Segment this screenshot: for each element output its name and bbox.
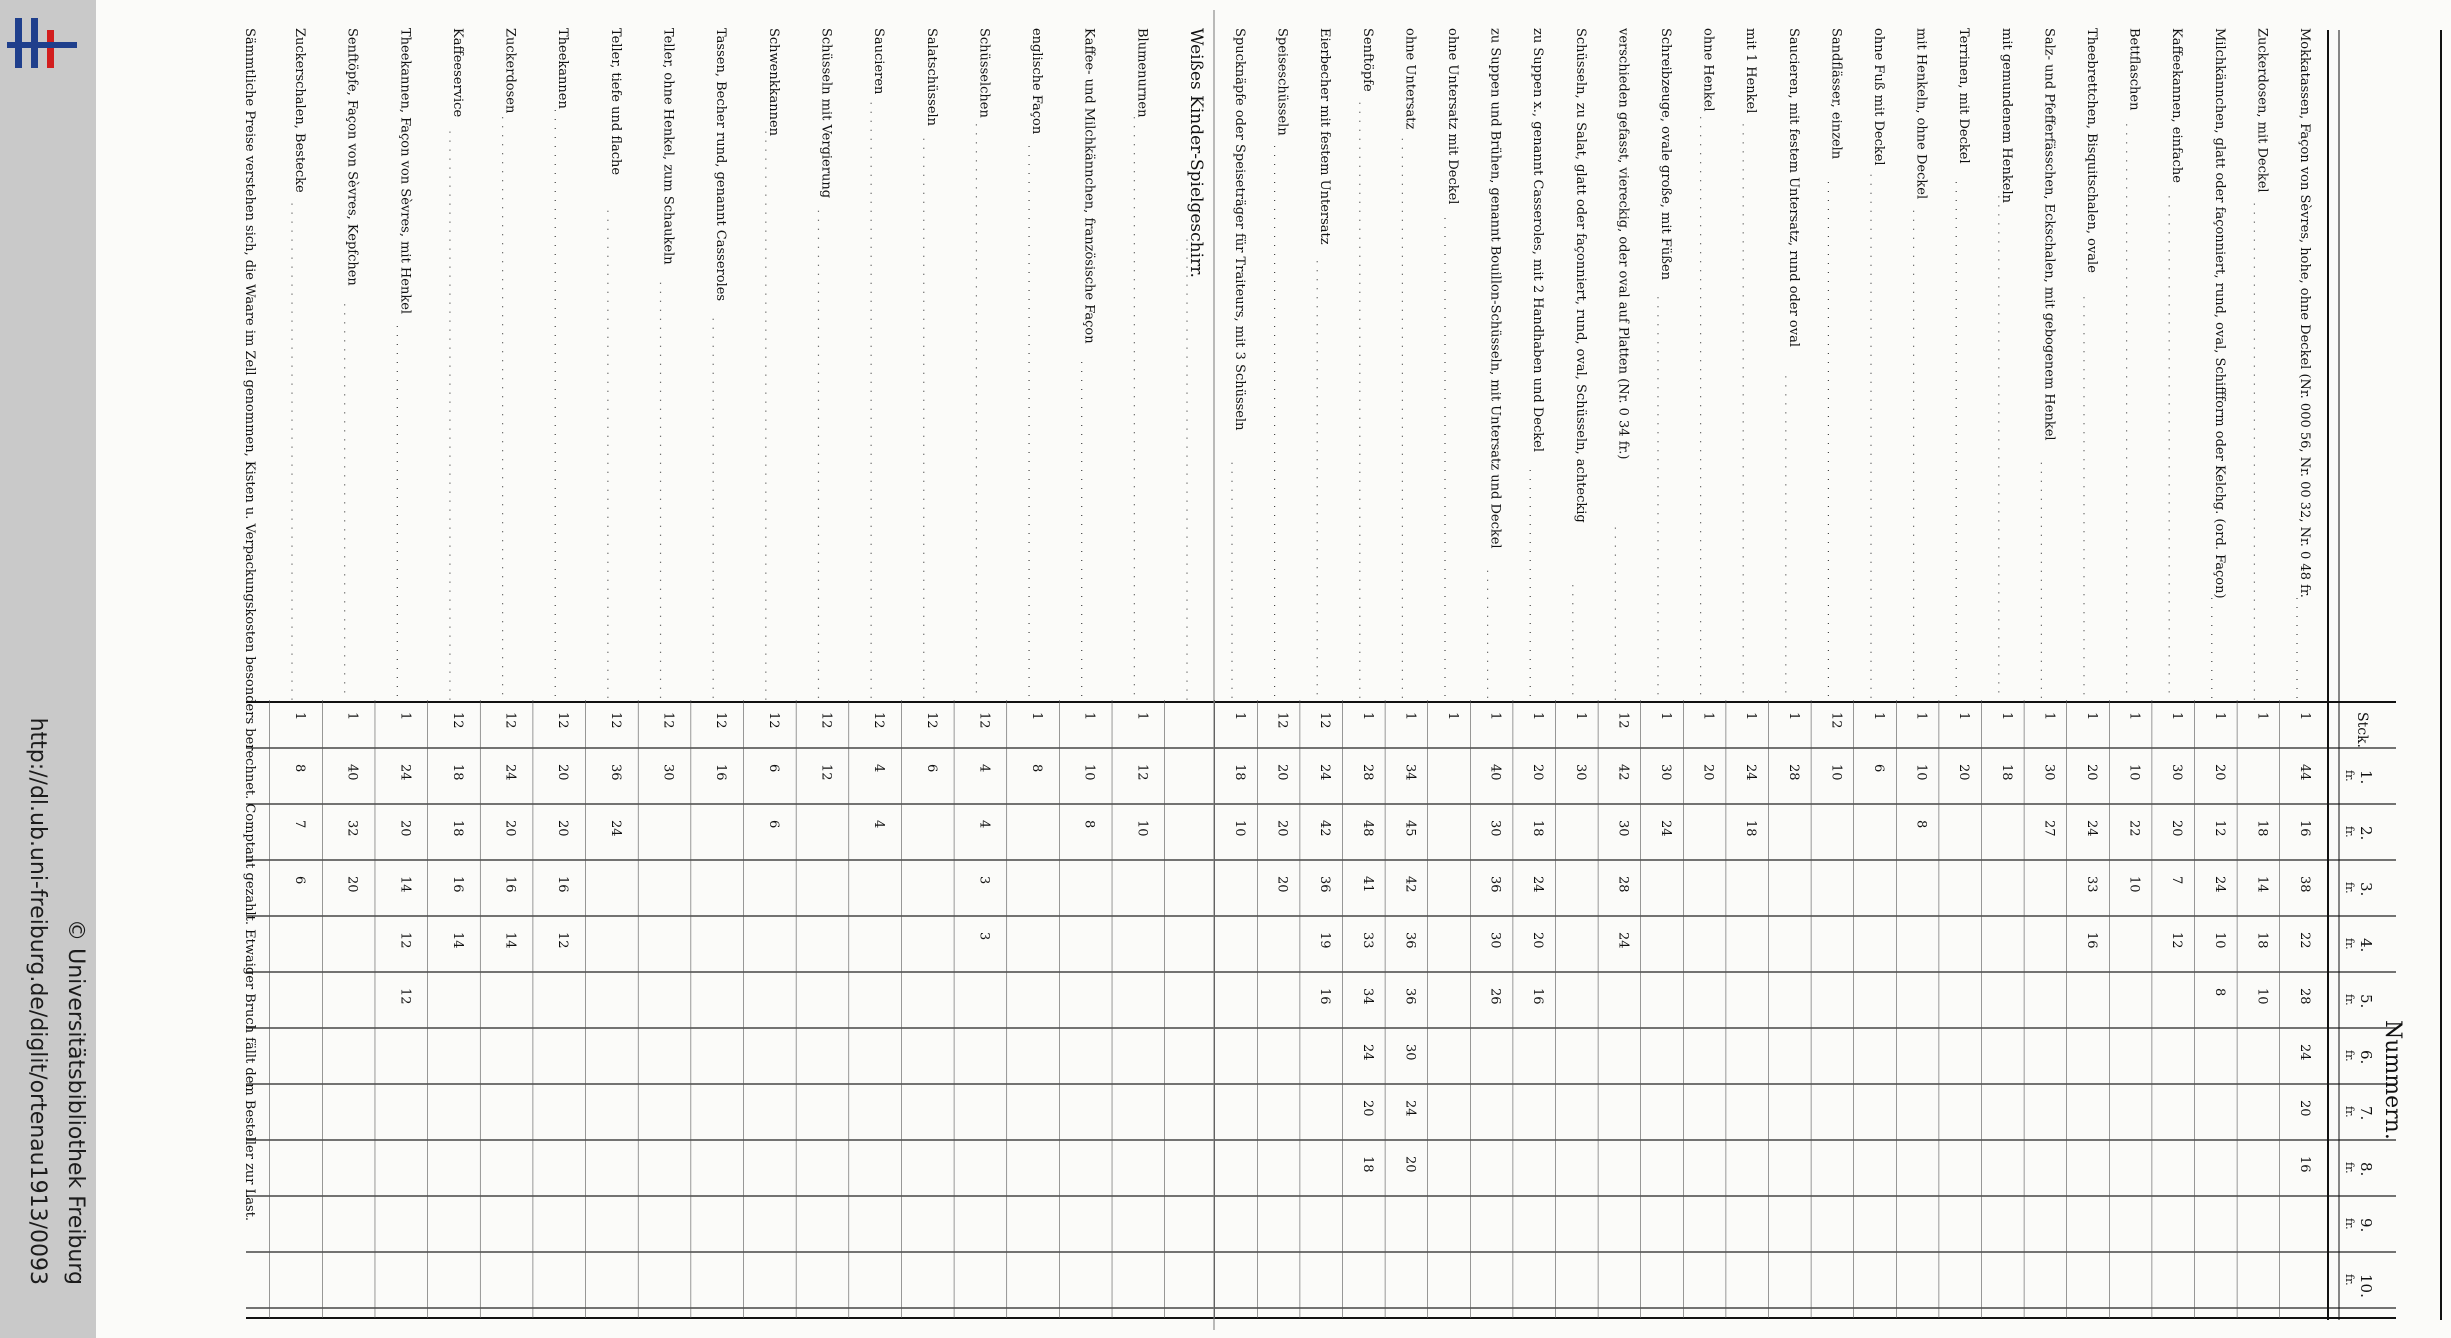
right-qty-7: 12 <box>818 712 834 729</box>
right-val-15-1: 24 <box>397 764 413 781</box>
right-qty-14: 12 <box>449 712 465 729</box>
left-val-18-1: 20 <box>1530 764 1546 781</box>
left-val-21-2: 45 <box>1402 820 1418 837</box>
header-unit-9: fr. <box>2343 1218 2356 1230</box>
right-qty-12: 12 <box>555 712 571 729</box>
left-val-12-1: 28 <box>1785 764 1801 781</box>
left-item-8: Terrinen, mit Deckel <box>1956 28 1972 164</box>
left-val-25-2: 10 <box>1232 820 1247 837</box>
footer-note: Sämmtliche Preise verstehen sich, die Waare im Zell genommen, Kisten u. Verpackungskosten besonders berechnet. Comptant gezahlt. Etwaiger Bruch fällt dem Besteller zur Last. <box>242 28 257 1222</box>
left-qty-8: 1 <box>1956 712 1972 721</box>
left-val-21-8: 20 <box>1402 1156 1418 1173</box>
copyright-notice: © Universitätsbibliothek Freiburg <box>63 919 88 1285</box>
right-val-9-1: 16 <box>713 764 729 781</box>
right-item-3: englische Façon <box>1029 28 1045 135</box>
left-qty-5: 1 <box>2084 712 2099 721</box>
right-val-8-2: 6 <box>765 820 781 829</box>
right-val-16-2: 32 <box>344 820 360 837</box>
price-table <box>96 0 2451 1338</box>
right-item-14: Kaffeeservice <box>449 28 465 118</box>
left-item-14: ohne Henkel <box>1700 28 1716 112</box>
left-item-21: ohne Untersatz <box>1402 28 1418 130</box>
left-item-13: mit 1 Henkel <box>1743 28 1759 114</box>
header-unit-8: fr. <box>2343 1162 2356 1174</box>
right-val-1-2: 10 <box>1134 820 1150 837</box>
left-val-2-4: 10 <box>2211 932 2227 949</box>
left-val-5-1: 20 <box>2084 764 2099 781</box>
right-val-14-1: 18 <box>449 764 465 781</box>
left-item-4: Bettflaschen <box>2126 28 2142 111</box>
header-unit-5: fr. <box>2343 994 2356 1006</box>
left-val-5-3: 33 <box>2084 876 2099 893</box>
left-val-11-1: 10 <box>1828 764 1844 781</box>
left-val-0-3: 38 <box>2297 876 2312 893</box>
right-val-13-1: 24 <box>502 764 518 781</box>
left-val-21-1: 34 <box>1402 764 1418 781</box>
right-qty-11: 12 <box>607 712 623 729</box>
right-val-4-1: 4 <box>976 764 992 773</box>
right-qty-10: 12 <box>660 712 676 729</box>
left-val-0-1: 44 <box>2297 764 2312 781</box>
right-item-7: Schüsseln mit Vergierung <box>818 28 834 199</box>
left-qty-20: 1 <box>1445 712 1460 721</box>
left-val-3-3: 7 <box>2169 876 2185 885</box>
left-qty-9: 1 <box>1913 712 1929 721</box>
left-val-18-2: 18 <box>1530 820 1546 837</box>
right-val-2-1: 10 <box>1081 764 1097 781</box>
header-col-5: 5. <box>2357 994 2375 1009</box>
left-val-14-1: 20 <box>1700 764 1716 781</box>
left-item-10: ohne Fuß mit Deckel <box>1871 28 1886 166</box>
left-val-0-2: 16 <box>2297 820 2312 837</box>
right-qty-8: 12 <box>765 712 781 729</box>
right-qty-5: 12 <box>923 712 939 729</box>
right-val-12-4: 12 <box>555 932 571 949</box>
left-val-23-1: 24 <box>1317 764 1333 781</box>
left-qty-3: 1 <box>2169 712 2185 721</box>
left-val-21-3: 42 <box>1402 876 1418 893</box>
right-item-9: Tassen, Becher rund, genannt Casseroles <box>713 28 729 302</box>
right-val-10-1: 30 <box>660 764 676 781</box>
header-col-6: 6. <box>2357 1050 2375 1065</box>
right-item-8: Schwenkkannen <box>765 28 781 137</box>
left-qty-13: 1 <box>1743 712 1759 721</box>
left-qty-1: 1 <box>2254 712 2270 721</box>
right-qty-6: 12 <box>871 712 887 729</box>
left-item-11: Sandflässer, einzeln <box>1828 28 1844 160</box>
left-val-16-3: 28 <box>1615 876 1631 893</box>
right-val-17-2: 7 <box>292 820 307 829</box>
left-val-0-6: 24 <box>2297 1044 2312 1061</box>
header-col-3: 3. <box>2357 882 2375 897</box>
left-val-2-5: 8 <box>2211 988 2227 997</box>
left-val-22-7: 20 <box>1359 1100 1375 1117</box>
left-item-16: verschieden gefasst, viereckig, oder oval auf Platten (Nr. 0 34 fr.) <box>1615 28 1631 460</box>
left-val-1-3: 14 <box>2254 876 2270 893</box>
header-unit-2: fr. <box>2343 826 2356 838</box>
right-item-2: Kaffee- und Milchkännchen, französische Façon <box>1081 28 1097 344</box>
right-val-12-3: 16 <box>555 876 571 893</box>
left-val-2-2: 12 <box>2211 820 2227 837</box>
left-val-10-1: 6 <box>1871 764 1886 773</box>
left-val-22-1: 28 <box>1359 764 1375 781</box>
right-val-3-1: 8 <box>1029 764 1045 773</box>
right-val-15-3: 14 <box>397 876 413 893</box>
right-qty-17: 1 <box>292 712 307 721</box>
left-val-15-2: 24 <box>1658 820 1673 837</box>
left-val-19-5: 26 <box>1487 988 1503 1005</box>
right-val-16-1: 40 <box>344 764 360 781</box>
left-val-24-1: 20 <box>1274 764 1290 781</box>
left-val-21-7: 24 <box>1402 1100 1418 1117</box>
right-val-12-2: 20 <box>555 820 571 837</box>
left-val-16-2: 30 <box>1615 820 1631 837</box>
left-item-22: Senftöpfe <box>1359 28 1375 92</box>
right-item-4: Schüsselchen <box>976 28 992 118</box>
left-val-18-5: 16 <box>1530 988 1546 1005</box>
sidebar <box>0 0 96 1338</box>
left-val-0-5: 28 <box>2297 988 2312 1005</box>
left-val-25-1: 18 <box>1232 764 1247 781</box>
header-col-10: 10. <box>2357 1274 2375 1298</box>
left-val-19-4: 30 <box>1487 932 1503 949</box>
left-val-16-1: 42 <box>1615 764 1631 781</box>
right-qty-3: 1 <box>1029 712 1045 721</box>
left-val-4-2: 22 <box>2126 820 2142 837</box>
left-qty-10: 1 <box>1871 712 1886 721</box>
right-val-11-2: 24 <box>607 820 623 837</box>
left-val-24-3: 20 <box>1274 876 1290 893</box>
header-col-2: 2. <box>2357 826 2375 841</box>
left-qty-11: 12 <box>1828 712 1844 729</box>
header-stueck: Stck. <box>2354 712 2370 748</box>
right-val-14-2: 18 <box>449 820 465 837</box>
left-qty-7: 1 <box>1998 712 2014 721</box>
right-item-11: Teller, tiefe und flache <box>607 28 623 176</box>
left-qty-25: 1 <box>1232 712 1247 721</box>
left-val-3-4: 12 <box>2169 932 2185 949</box>
left-val-23-4: 19 <box>1317 932 1333 949</box>
right-val-6-2: 4 <box>871 820 887 829</box>
right-item-12: Theekannen <box>555 28 571 109</box>
left-qty-6: 1 <box>2041 712 2057 721</box>
left-val-0-8: 16 <box>2297 1156 2312 1173</box>
left-val-2-3: 24 <box>2211 876 2227 893</box>
left-val-23-3: 36 <box>1317 876 1333 893</box>
right-val-4-4: 3 <box>976 932 992 941</box>
right-item-0: Weißes Kinder-Spielgeschirr. <box>1186 28 1206 278</box>
right-item-17: Zuckerschalen, Bestecke <box>292 28 307 193</box>
right-val-11-1: 36 <box>607 764 623 781</box>
left-val-0-4: 22 <box>2297 932 2312 949</box>
right-qty-4: 12 <box>976 712 992 729</box>
right-val-14-4: 14 <box>449 932 465 949</box>
left-val-24-2: 20 <box>1274 820 1290 837</box>
left-qty-23: 12 <box>1317 712 1333 729</box>
right-val-2-2: 8 <box>1081 820 1097 829</box>
header-unit-4: fr. <box>2343 938 2356 950</box>
left-val-21-5: 36 <box>1402 988 1418 1005</box>
left-qty-12: 1 <box>1785 712 1801 721</box>
left-val-22-2: 48 <box>1359 820 1375 837</box>
left-item-23: Eierbecher mit festem Untersatz <box>1317 28 1333 245</box>
right-val-13-3: 16 <box>502 876 518 893</box>
left-val-22-5: 34 <box>1359 988 1375 1005</box>
left-qty-18: 1 <box>1530 712 1546 721</box>
header-unit-1: fr. <box>2343 770 2356 782</box>
left-val-6-2: 27 <box>2041 820 2057 837</box>
left-item-6: Salz- und Pfefferfässchen, Eckschalen, mit gebogenem Henkel <box>2041 28 2057 441</box>
header-col-1: 1. <box>2357 770 2375 785</box>
left-item-18: zu Suppen x., genannt Casseroles, mit 2 Handhaben und Deckel <box>1530 28 1546 452</box>
header-col-7: 7. <box>2357 1106 2375 1121</box>
left-item-25: Spucknäpfe oder Speiseträger für Traiteurs, mit 3 Schüsseln <box>1232 28 1247 431</box>
right-val-17-1: 8 <box>292 764 307 773</box>
left-val-18-3: 24 <box>1530 876 1546 893</box>
left-item-5: Theebrettchen, Bisquitschalen, ovale <box>2084 28 2099 273</box>
left-val-2-1: 20 <box>2211 764 2227 781</box>
left-val-23-2: 42 <box>1317 820 1333 837</box>
left-qty-24: 12 <box>1274 712 1290 729</box>
right-val-12-1: 20 <box>555 764 571 781</box>
right-val-7-1: 12 <box>818 764 834 781</box>
left-item-3: Kaffeekannen, einfache <box>2169 28 2185 183</box>
right-item-16: Senftöpfe, Façon von Sèvres, Kepfchen <box>344 28 360 286</box>
right-val-16-3: 20 <box>344 876 360 893</box>
left-item-0: Mokkatassen, Façon von Sèvres, hohe, ohne Deckel (Nr. 000 56, Nr. 00 32, Nr. 0 48 fr. <box>2297 28 2312 598</box>
header-col-8: 8. <box>2357 1162 2375 1177</box>
left-val-5-2: 24 <box>2084 820 2099 837</box>
right-val-13-2: 20 <box>502 820 518 837</box>
left-qty-14: 1 <box>1700 712 1716 721</box>
left-val-5-4: 16 <box>2084 932 2099 949</box>
left-qty-0: 1 <box>2297 712 2312 721</box>
left-item-20: ohne Untersatz mit Deckel <box>1445 28 1460 205</box>
left-val-22-6: 24 <box>1359 1044 1375 1061</box>
right-val-6-1: 4 <box>871 764 887 773</box>
left-item-9: mit Henkeln, ohne Deckel <box>1913 28 1929 200</box>
left-val-0-7: 20 <box>2297 1100 2312 1117</box>
right-qty-13: 12 <box>502 712 518 729</box>
right-val-5-1: 6 <box>923 764 939 773</box>
right-qty-9: 12 <box>713 712 729 729</box>
right-val-15-4: 12 <box>397 932 413 949</box>
header-unit-7: fr. <box>2343 1106 2356 1118</box>
left-val-22-8: 18 <box>1359 1156 1375 1173</box>
left-val-4-1: 10 <box>2126 764 2142 781</box>
left-qty-16: 12 <box>1615 712 1631 729</box>
left-val-3-1: 30 <box>2169 764 2185 781</box>
header-unit-6: fr. <box>2343 1050 2356 1062</box>
left-val-18-4: 20 <box>1530 932 1546 949</box>
scanned-price-list-page <box>96 0 2451 1338</box>
left-val-19-2: 30 <box>1487 820 1503 837</box>
header-title: Nummern. <box>2380 1020 2405 1140</box>
left-val-15-1: 30 <box>1658 764 1673 781</box>
left-qty-2: 1 <box>2211 712 2227 721</box>
left-val-22-3: 41 <box>1359 876 1375 893</box>
left-qty-15: 1 <box>1658 712 1673 721</box>
library-logo <box>5 12 79 76</box>
header-col-4: 4. <box>2357 938 2375 953</box>
right-item-5: Salatschüsseln <box>923 28 939 127</box>
left-qty-17: 1 <box>1572 712 1588 721</box>
right-val-15-2: 20 <box>397 820 413 837</box>
left-val-9-1: 10 <box>1913 764 1929 781</box>
right-val-15-5: 12 <box>397 988 413 1005</box>
right-val-17-3: 6 <box>292 876 307 885</box>
left-val-21-4: 36 <box>1402 932 1418 949</box>
right-val-8-1: 6 <box>765 764 781 773</box>
left-val-13-2: 18 <box>1743 820 1759 837</box>
header-col-9: 9. <box>2357 1218 2375 1233</box>
right-val-1-1: 12 <box>1134 764 1150 781</box>
left-val-16-4: 24 <box>1615 932 1631 949</box>
left-val-19-1: 40 <box>1487 764 1503 781</box>
left-val-4-3: 10 <box>2126 876 2142 893</box>
left-val-6-1: 30 <box>2041 764 2057 781</box>
right-val-4-2: 4 <box>976 820 992 829</box>
left-val-1-4: 18 <box>2254 932 2270 949</box>
right-val-4-3: 3 <box>976 876 992 885</box>
right-qty-1: 1 <box>1134 712 1150 721</box>
right-qty-16: 1 <box>344 712 360 721</box>
right-val-14-3: 16 <box>449 876 465 893</box>
left-qty-4: 1 <box>2126 712 2142 721</box>
left-qty-19: 1 <box>1487 712 1503 721</box>
left-val-1-2: 18 <box>2254 820 2270 837</box>
left-val-7-1: 18 <box>1998 764 2014 781</box>
left-val-1-5: 10 <box>2254 988 2270 1005</box>
left-val-9-2: 8 <box>1913 820 1929 829</box>
left-qty-21: 1 <box>1402 712 1418 721</box>
right-item-15: Theekannen, Façon von Sèvres, mit Henkel <box>397 28 413 315</box>
left-item-12: Saucieren, mit festem Untersatz, rund oder oval <box>1785 28 1801 348</box>
right-item-13: Zuckerdosen <box>502 28 518 114</box>
left-val-19-3: 36 <box>1487 876 1503 893</box>
header-unit-3: fr. <box>2343 882 2356 894</box>
header-unit-10: fr. <box>2343 1274 2356 1286</box>
right-qty-2: 1 <box>1081 712 1097 721</box>
left-val-22-4: 33 <box>1359 932 1375 949</box>
right-item-6: Saucieren <box>871 28 887 95</box>
source-url[interactable]: http://dl.ub.uni-freiburg.de/diglit/ortenau1913/0093 <box>25 717 50 1285</box>
left-item-15: Schreibzeuge, ovale große, mit Füßen <box>1658 28 1673 281</box>
right-item-10: Teller, ohne Henkel, zum Schaukeln <box>660 28 676 265</box>
right-item-1: Blumenurnen <box>1134 28 1150 118</box>
left-val-13-1: 24 <box>1743 764 1759 781</box>
left-item-2: Milchkännchen, glatt oder façonniert, rund, oval, Schiffform oder Kelchg. (ord. Façon) <box>2211 28 2227 599</box>
left-item-1: Zuckerdosen, mit Deckel <box>2254 28 2270 193</box>
left-qty-22: 1 <box>1359 712 1375 721</box>
left-item-24: Speiseschüsseln <box>1274 28 1290 136</box>
left-item-17: Schüsseln, zu Salat, glatt oder façonniert, rund, oval, Schüsseln, achteckig <box>1572 28 1588 523</box>
left-val-8-1: 20 <box>1956 764 1972 781</box>
left-val-21-6: 30 <box>1402 1044 1418 1061</box>
left-item-7: mit gemundenem Henkeln <box>1998 28 2014 203</box>
left-val-23-5: 16 <box>1317 988 1333 1005</box>
right-val-13-4: 14 <box>502 932 518 949</box>
left-item-19: zu Suppen und Brühen, genannt Bouillon-Schüsseln, mit Untersatz und Deckel <box>1487 28 1503 549</box>
left-val-17-1: 30 <box>1572 764 1588 781</box>
right-qty-15: 1 <box>397 712 413 721</box>
left-val-3-2: 20 <box>2169 820 2185 837</box>
